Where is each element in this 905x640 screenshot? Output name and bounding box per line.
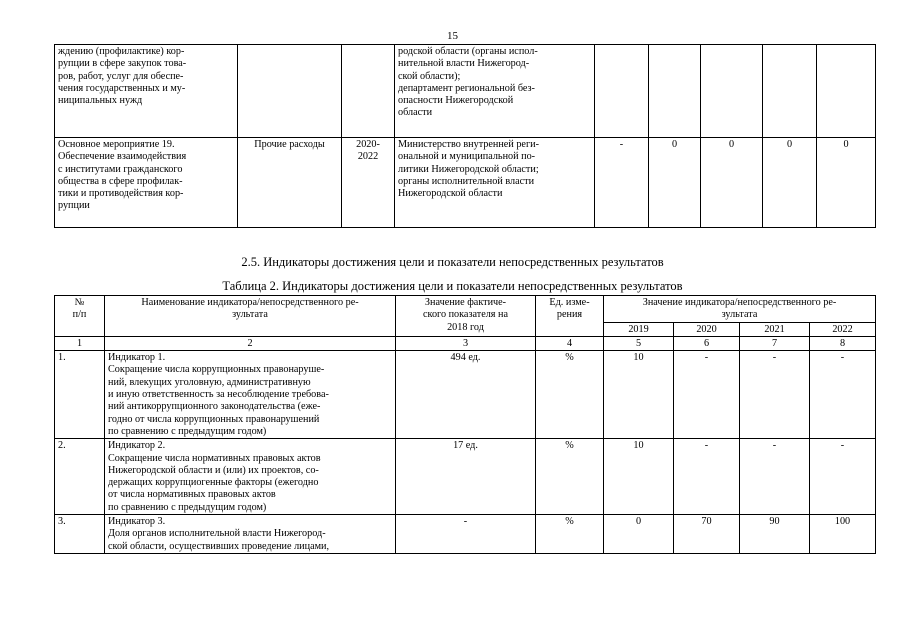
text-line: ского показателя на: [422, 309, 509, 321]
indicator-unit: %: [536, 351, 604, 439]
text-line: 2020-: [356, 139, 380, 150]
text-line: Значение индикатора/непосредственного ре-: [642, 297, 837, 308]
text-line: и иную ответственность за несоблюдение требова-: [108, 389, 329, 401]
indicator-value: 0: [604, 515, 674, 554]
table-row: [55, 138, 876, 228]
indicator-unit: %: [536, 515, 604, 554]
table-row: [55, 45, 876, 138]
measure-value: -: [595, 138, 649, 228]
header-unit: [536, 296, 604, 337]
indicator-actual: 494 ед.: [396, 351, 536, 439]
measure-value: 0: [701, 138, 763, 228]
column-number: 2: [105, 336, 396, 350]
text-line: литики Нижегородской области;: [398, 163, 539, 175]
text-line: 2018 год: [447, 321, 484, 333]
indicator-value: -: [674, 351, 740, 439]
text-line: общества в сфере профилак-: [58, 175, 183, 187]
measure-value: 0: [763, 138, 817, 228]
text-line: опасности Нижегородской: [398, 95, 514, 107]
indicator-value: -: [810, 351, 876, 439]
text-line: годно от числа коррупционных правонарушений: [108, 413, 320, 425]
text-line: Нижегородской области и (или) их проектов, со-: [108, 464, 319, 476]
indicator-value: -: [740, 351, 810, 439]
indicator-value: -: [674, 439, 740, 515]
measure-expense: [238, 45, 342, 138]
text-line: тики и противодействия кор-: [58, 188, 184, 200]
measure-expense: Прочие расходы: [238, 138, 342, 228]
header-row: [55, 296, 876, 323]
header-year: 2020: [674, 322, 740, 336]
text-line: Индикатор 3.: [108, 516, 166, 528]
text-line: ниципальных нужд: [58, 95, 143, 107]
text-line: Министерство внутренней реги-: [398, 139, 539, 150]
text-line: ской области);: [398, 70, 461, 82]
text-line: органы исполнительной власти: [398, 175, 535, 187]
text-line: зультата: [232, 309, 268, 321]
column-number: 4: [536, 336, 604, 350]
text-line: Значение фактиче-: [424, 297, 507, 308]
text-line: с институтами гражданского: [58, 163, 183, 175]
header-target: [604, 296, 876, 323]
text-line: Индикатор 1.: [108, 352, 166, 364]
measure-value: [649, 45, 701, 138]
indicator-value: 10: [604, 351, 674, 439]
text-line: нительной власти Нижегород-: [398, 58, 530, 70]
text-line: Ед. изме-: [549, 297, 590, 308]
header-year: 2021: [740, 322, 810, 336]
text-line: Нижегородской области: [398, 188, 503, 200]
indicator-value: 100: [810, 515, 876, 554]
indicator-actual: 17 ед.: [396, 439, 536, 515]
text-line: рупции: [58, 200, 90, 212]
text-line: по сравнению с предыдущим годом): [108, 425, 267, 437]
indicator-name: [105, 439, 396, 515]
text-line: зультата: [721, 309, 758, 321]
page-number: 15: [447, 30, 458, 42]
indicator-value: -: [810, 439, 876, 515]
column-number: 3: [396, 336, 536, 350]
text-line: ской области, осуществивших проведение лицами,: [108, 540, 330, 552]
header-name: [105, 296, 396, 337]
column-number: 1: [55, 336, 105, 350]
text-line: п/п: [72, 309, 87, 321]
measure-value: [763, 45, 817, 138]
measure-period: [342, 138, 395, 228]
column-number: 7: [740, 336, 810, 350]
column-number: 6: [674, 336, 740, 350]
indicators-table: [54, 295, 876, 554]
table-row: [55, 351, 876, 439]
header-num: [55, 296, 105, 337]
text-line: Доля органов исполнительной власти Нижегород-: [108, 528, 326, 540]
header-actual: [396, 296, 536, 337]
measure-value: 0: [817, 138, 876, 228]
measures-table: [54, 44, 876, 228]
text-line: по сравнению с предыдущим годом): [108, 501, 267, 513]
text-line: ний антикоррупционного законодательства (еже-: [108, 401, 321, 413]
indicator-value: 70: [674, 515, 740, 554]
section-title: 2.5. Индикаторы достижения цели и показатели непосредственных результатов: [241, 255, 664, 269]
text-line: Сокращение числа коррупционных правонаруше-: [108, 364, 325, 376]
header-year: 2022: [810, 322, 876, 336]
column-numbers-row: [55, 336, 876, 350]
measure-name: [55, 45, 238, 138]
text-line: Основное мероприятие 19.: [58, 139, 175, 150]
measure-value: 0: [649, 138, 701, 228]
indicator-value: 10: [604, 439, 674, 515]
text-line: ждению (профилактике) кор-: [58, 46, 185, 57]
table-row: [55, 515, 876, 554]
measure-period: [342, 45, 395, 138]
indicator-value: -: [740, 439, 810, 515]
text-line: ональной и муниципальной по-: [398, 151, 536, 163]
indicator-num: 3.: [55, 515, 105, 554]
text-line: Индикатор 2.: [108, 440, 166, 452]
text-line: департамент региональной без-: [398, 82, 535, 94]
measure-value: [595, 45, 649, 138]
text-line: области: [398, 107, 433, 119]
text-line: 2022: [357, 151, 379, 163]
measure-name: [55, 138, 238, 228]
text-line: чения государственных и му-: [58, 82, 186, 94]
indicator-value: 90: [740, 515, 810, 554]
text-line: Обеспечение взаимодействия: [58, 151, 187, 163]
text-line: рения: [556, 309, 583, 321]
text-line: держащих коррупциогенные факторы (ежегодно: [108, 477, 319, 489]
column-number: 8: [810, 336, 876, 350]
measure-executor: [395, 138, 595, 228]
text-line: ров, работ, услуг для обеспе-: [58, 70, 184, 82]
table-row: [55, 439, 876, 515]
indicator-name: [105, 515, 396, 554]
text-line: от числа нормативных правовых актов: [108, 489, 276, 501]
indicator-num: 1.: [55, 351, 105, 439]
header-year: 2019: [604, 322, 674, 336]
measure-value: [817, 45, 876, 138]
text-line: №: [74, 297, 85, 308]
indicator-actual: -: [396, 515, 536, 554]
text-line: Наименование индикатора/непосредственного ре-: [141, 297, 359, 308]
table-caption: Таблица 2. Индикаторы достижения цели и показатели непосредственных результатов: [222, 279, 683, 293]
text-line: ний, влекущих уголовную, административную: [108, 376, 311, 388]
indicator-num: 2.: [55, 439, 105, 515]
measure-value: [701, 45, 763, 138]
text-line: родской области (органы испол-: [398, 46, 538, 57]
column-number: 5: [604, 336, 674, 350]
text-line: рупции в сфере закупок това-: [58, 58, 187, 70]
text-line: Сокращение числа нормативных правовых актов: [108, 452, 321, 464]
measure-executor: [395, 45, 595, 138]
indicator-name: [105, 351, 396, 439]
indicator-unit: %: [536, 439, 604, 515]
